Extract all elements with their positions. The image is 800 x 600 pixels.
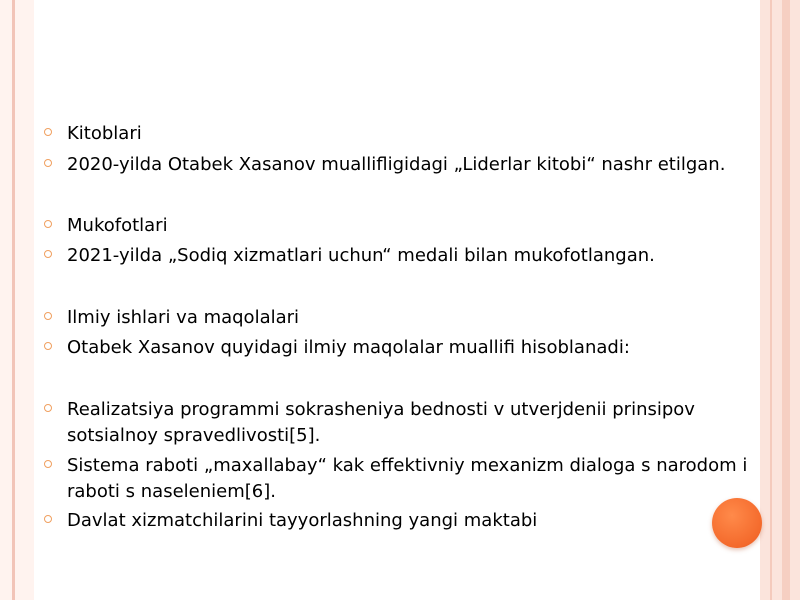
list-item-awards-heading (44, 213, 774, 239)
list-item-text: Ilmiy ishlari va maqolalari (67, 307, 300, 328)
list-item-research-intro (44, 335, 774, 361)
list-item-text: Otabek Xasanov quyidagi ilmiy maqolalar muallifi hisoblanadi: (67, 337, 630, 358)
left-decorative-line (12, 0, 15, 600)
list-item-text: 2021-yilda „Sodiq xizmatlari uchun“ medali bilan mukofotlangan. (67, 245, 655, 266)
bullet-icon (44, 342, 52, 350)
bullet-icon (44, 312, 52, 320)
bullet-icon (44, 515, 52, 523)
list-item-text: 2020-yilda Otabek Xasanov muallifligidagi „Liderlar kitobi“ nashr etilgan. (67, 154, 726, 175)
list-item-awards (44, 243, 774, 269)
list-item-books-heading (44, 121, 774, 147)
bullet-icon (44, 220, 52, 228)
bullet-icon (44, 250, 52, 258)
list-item-research-heading (44, 305, 774, 331)
left-decorative-border (0, 0, 34, 600)
list-item-text: Sistema raboti „maxallabay“ kak effektivniy mexanizm dialoga s narodom i raboti s naseleniem[6]. (67, 455, 748, 502)
decorative-orange-circle (712, 498, 762, 548)
bullet-icon (44, 460, 52, 468)
list-item-article-1 (44, 397, 774, 449)
list-item-text: Kitoblari (67, 123, 142, 144)
list-item-text: Realizatsiya programmi sokrasheniya bednosti v utverjdenii prinsipov sotsialnoy spravedlivosti[5]. (67, 399, 695, 446)
bullet-icon (44, 404, 52, 412)
bullet-icon (44, 128, 52, 136)
list-item-text: Mukofotlari (67, 215, 168, 236)
list-item-article-2 (44, 453, 774, 505)
list-item-article-3 (44, 508, 774, 534)
list-item-books (44, 152, 774, 178)
bullet-icon (44, 159, 52, 167)
right-decorative-stripe (782, 0, 790, 600)
list-item-text: Davlat xizmatchilarini tayyorlashning yangi maktabi (67, 510, 538, 531)
